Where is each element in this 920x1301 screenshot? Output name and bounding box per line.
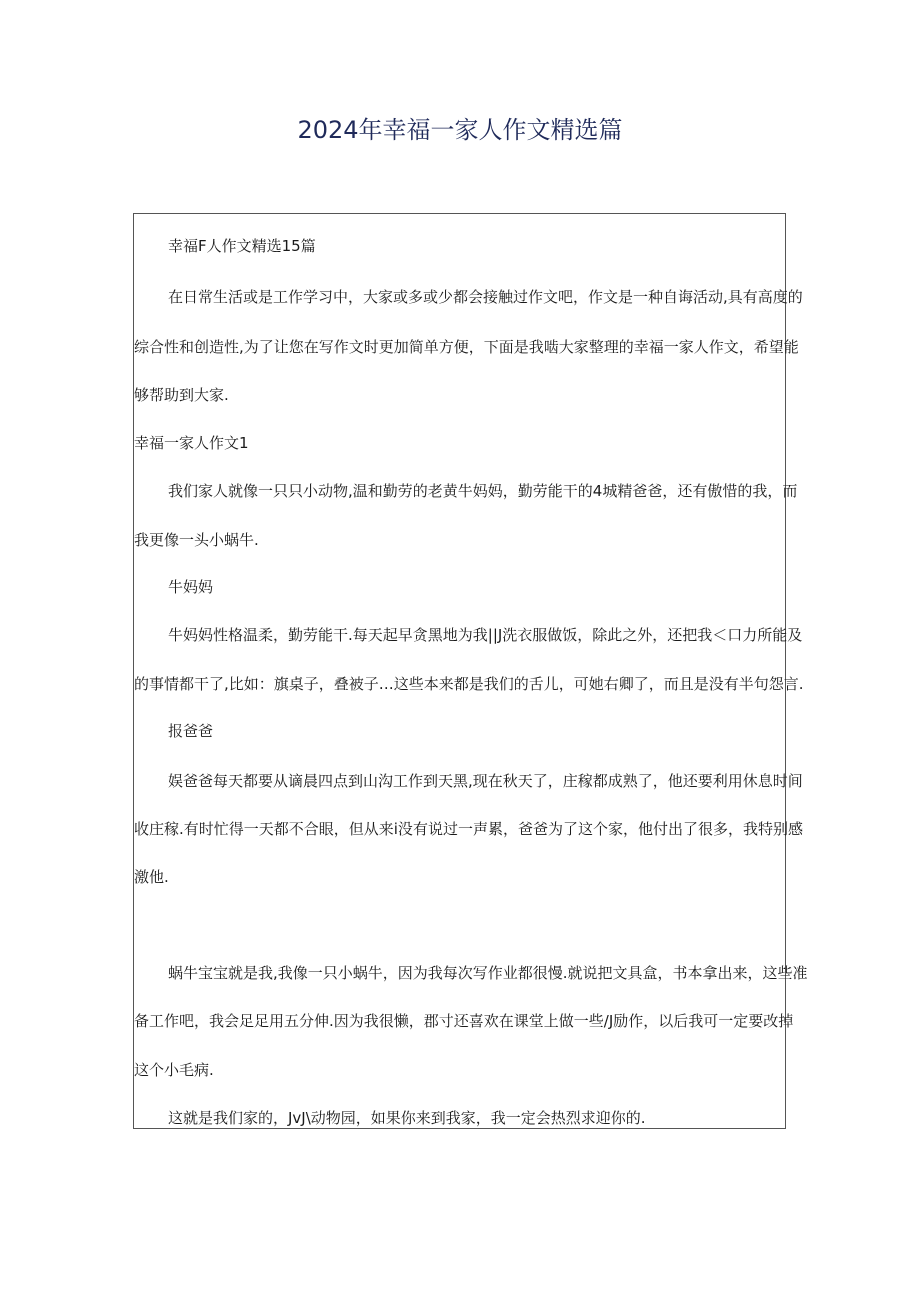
paragraph-line: 够帮助到大家.	[134, 386, 229, 404]
paragraph-line: 收庄稼.有时忙得一天都不合眼，但从来i没有说过一声累，爸爸为了这个家，他付出了很多，我特别感	[134, 820, 803, 838]
paragraph-line: 的事情都干了,比如：旗桌子，叠被子…这些本来都是我们的舌儿，可她右卿了，而且是没有半句怨言.	[134, 675, 804, 693]
paragraph-line: 在日常生活或是工作学习中，大家或多或少都会接触过作文吧，作文是一种自诲活动,具有高度的	[168, 288, 803, 306]
paragraph-line: 激他.	[134, 868, 169, 886]
paragraph-line: 我们家人就像一只只小动物,温和勤劳的老黄牛妈妈，勤劳能干的4城精爸爸，还有傲惜的我，而	[168, 482, 798, 500]
paragraph-line: 这就是我们家的，JvJ\动物园，如果你来到我家，我一定会热烈求迎你的.	[168, 1109, 646, 1127]
paragraph-line: 综合性和创造性,为了让您在写作文时更加简单方便，下面是我啮大家整理的幸福一家人作文，希望能	[134, 338, 799, 356]
section-heading: 幸福一家人作文1	[134, 434, 249, 452]
paragraph-line: 这个小毛病.	[134, 1061, 214, 1079]
section-heading: 牛妈妈	[168, 578, 214, 596]
paragraph-line: 牛妈妈性格温柔，勤劳能干.每天起早贪黑地为我||J洗衣服做饭，除此之外，还把我＜口力所能及	[168, 626, 803, 644]
subtitle-line: 幸福F人作文精选15篇	[168, 237, 316, 255]
content-frame	[133, 213, 808, 1129]
paragraph-line: 我更像一头小蜗牛.	[134, 531, 259, 549]
section-heading: 报爸爸	[168, 722, 214, 740]
paragraph-line: 娱爸爸每天都要从谪晨四点到山沟工作到天黑,现在秋天了，庄稼都成熟了，他还要利用休息时间	[168, 772, 803, 790]
paragraph-line: 备工作吧，我会足足用五分伸.因为我很懒，郡寸还喜欢在课堂上做一些/J励作，以后我可一定要改掉	[134, 1012, 794, 1030]
paragraph-line: 蜗牛宝宝就是我,我像一只小蜗牛，因为我每次写作业都很慢.就说把文具盒，书本拿出来，这些准	[168, 964, 808, 982]
document-title: 2024年幸福一家人作文精选篇	[297, 116, 623, 144]
